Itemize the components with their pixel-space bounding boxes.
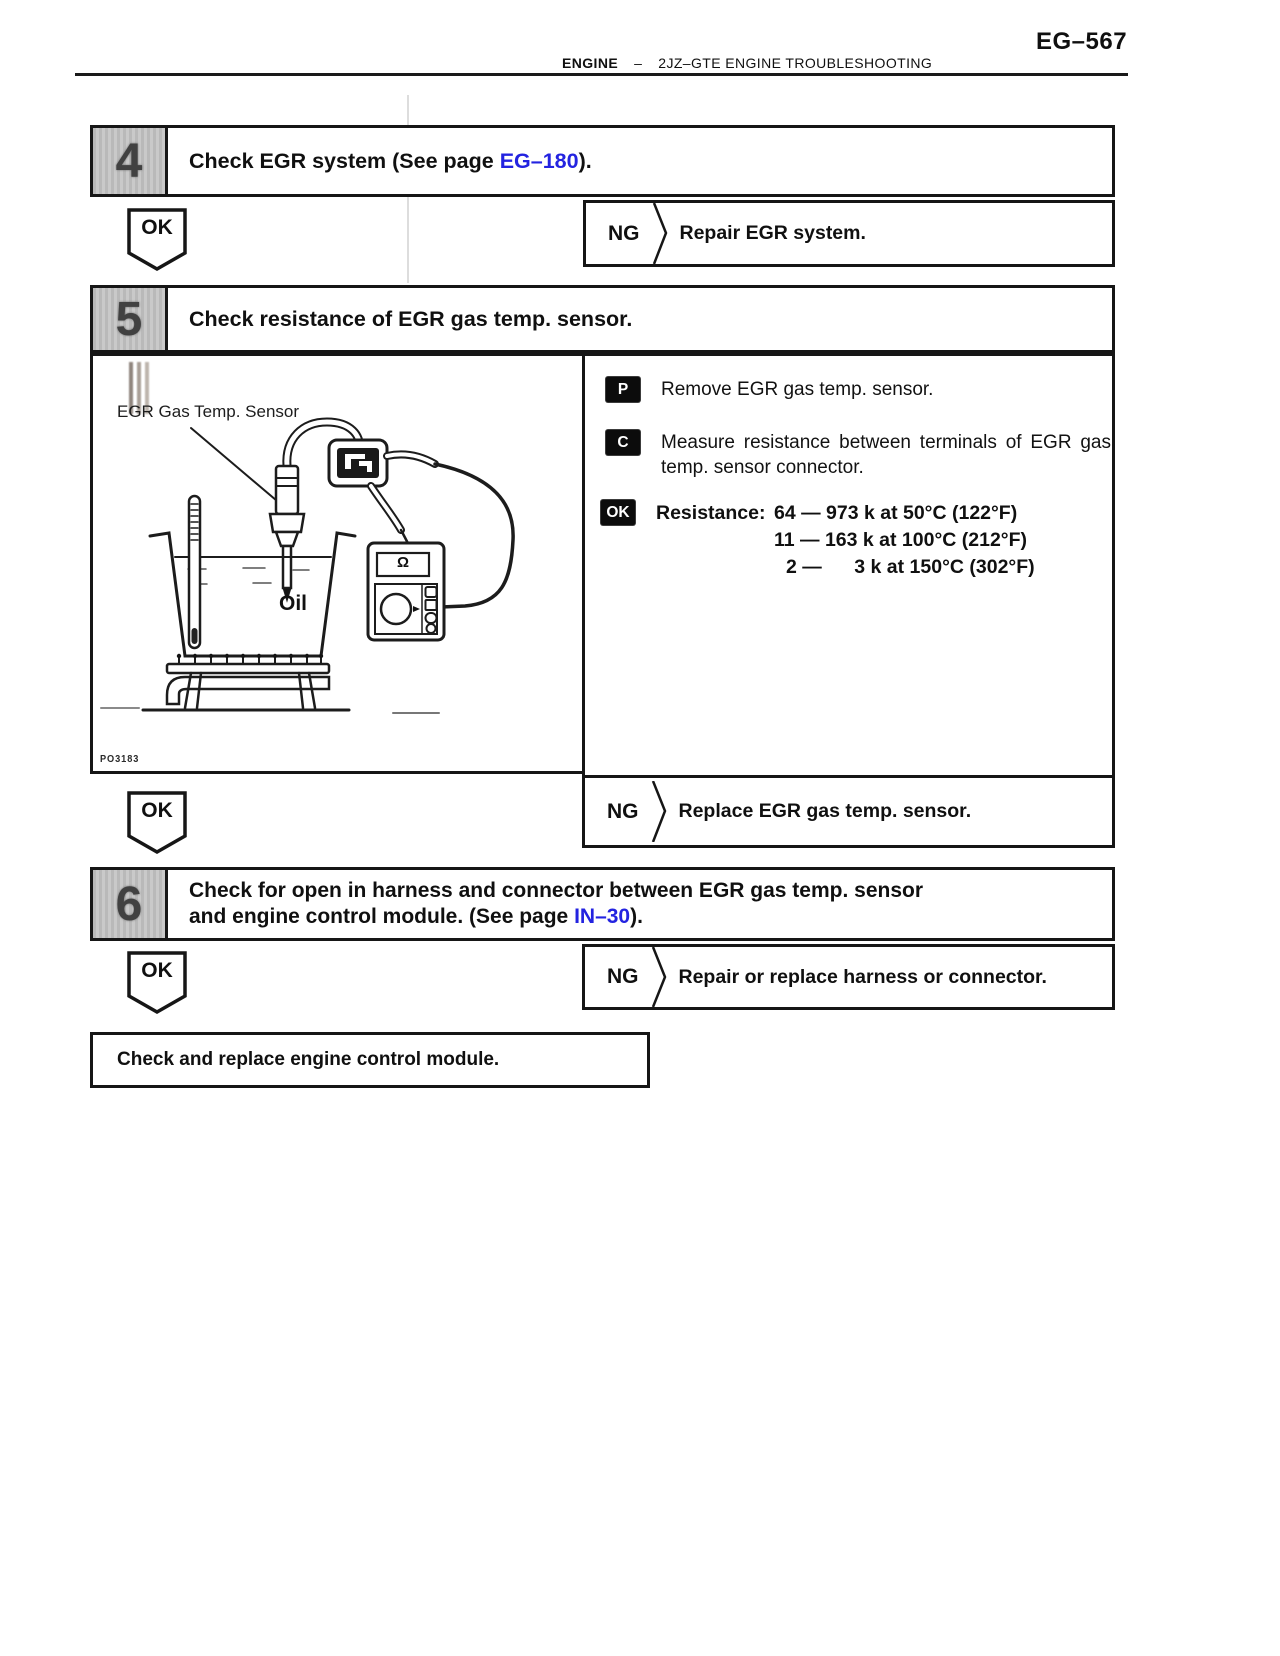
step4-ok-label: OK <box>141 216 173 239</box>
step6-number-badge <box>93 870 168 938</box>
spec-row <box>601 500 1035 581</box>
step6-title <box>189 870 1102 938</box>
step6-number: 6 <box>115 877 143 931</box>
step4-title <box>189 128 1102 194</box>
step5-diagram-box <box>90 353 582 774</box>
step5-procedure-box <box>582 353 1115 778</box>
ohmmeter-symbol: Ω <box>396 554 410 571</box>
final-step-text: Check and replace engine control module. <box>117 1049 500 1070</box>
step5-box <box>90 285 1115 353</box>
step4-number-badge <box>93 128 168 194</box>
step5-ng-action: Replace EGR gas temp. sensor. <box>678 800 972 822</box>
header-title: 2JZ–GTE ENGINE TROUBLESHOOTING <box>658 55 933 71</box>
step6-box <box>90 867 1115 941</box>
resistance-label: Resistance: <box>656 502 766 524</box>
step5-ok-label: OK <box>141 799 173 822</box>
page-number: EG–567 <box>1036 28 1128 55</box>
step6-ng-label: NG <box>607 965 639 988</box>
step6-title-line2: and engine control module. (See page <box>189 905 575 928</box>
step4-ok-badge <box>126 207 188 273</box>
step6-title-line2-end: ). <box>630 905 643 928</box>
figure-code: PO3183 <box>100 754 140 765</box>
step4-title-text: Check EGR system (See page <box>189 149 500 173</box>
step6-title-line1: Check for open in harness and connector between EGR gas temp. sensor <box>189 879 924 902</box>
step4-ng-box <box>583 200 1115 267</box>
step4-title-end: ). <box>578 149 592 173</box>
step6-ok-badge <box>126 950 188 1016</box>
check-text: Measure resistance between terminals of EGR gas temp. sensor connector. <box>661 432 1111 478</box>
resistance-line3: 2 — 3 k at 150°C (302°F) <box>786 556 1035 578</box>
check-badge: C <box>606 430 640 455</box>
chevron-icon <box>651 947 667 1007</box>
step4-ng-action: Repair EGR system. <box>679 222 866 244</box>
header-dash: – <box>634 55 643 71</box>
step4-ng-label: NG <box>608 221 640 245</box>
prepare-row <box>606 377 933 402</box>
step6-ng-box <box>582 944 1115 1010</box>
header-section: ENGINE <box>562 55 619 71</box>
prepare-text: Remove EGR gas temp. sensor. <box>661 379 934 400</box>
step4-number: 4 <box>115 134 143 188</box>
step5-number-badge <box>93 288 168 350</box>
page-link-in30[interactable]: IN–30 <box>574 905 631 928</box>
step5-ok-badge <box>126 790 188 856</box>
resistance-spec <box>656 500 1035 581</box>
oil-label: Oil <box>279 592 308 615</box>
step6-ng-action: Repair or replace harness or connector. <box>678 965 1047 988</box>
header-rule <box>75 73 1128 76</box>
sensor-label: EGR Gas Temp. Sensor <box>117 402 300 421</box>
spec-ok-badge: OK <box>601 500 635 525</box>
step5-title: Check resistance of EGR gas temp. sensor. <box>189 307 633 331</box>
step5-ng-box <box>582 775 1115 848</box>
page-link-eg180[interactable]: EG–180 <box>499 149 579 173</box>
chevron-icon <box>651 781 667 842</box>
check-row <box>606 430 1111 480</box>
resistance-line2: 11 — 163 k at 100°C (212°F) <box>774 529 1027 551</box>
step4-box <box>90 125 1115 197</box>
prepare-badge: P <box>606 377 640 402</box>
resistance-line1: 64 — 973 k at 50°C (122°F) <box>774 502 1018 524</box>
chevron-icon <box>652 203 668 264</box>
step6-ok-label: OK <box>141 959 173 982</box>
page-header <box>562 55 932 71</box>
step5-ng-label: NG <box>607 799 639 823</box>
step5-number: 5 <box>115 292 143 346</box>
final-step-box <box>90 1032 650 1088</box>
